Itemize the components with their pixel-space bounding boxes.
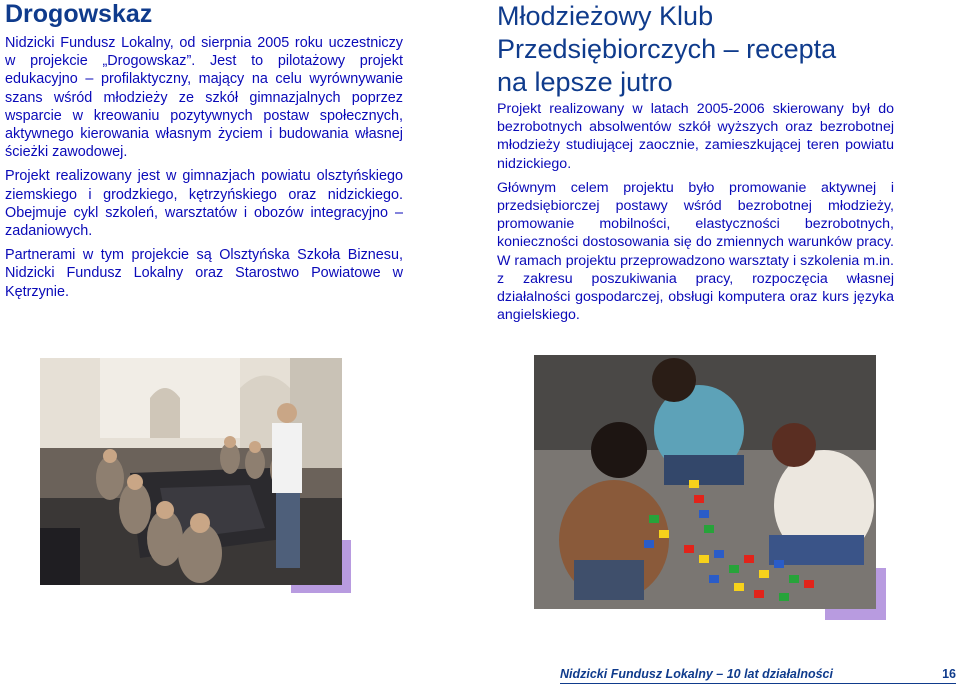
title-line-3: na lepsze jutro — [497, 67, 673, 97]
building-blocks-photo-image — [534, 355, 876, 609]
page-title-drogowskaz: Drogowskaz — [5, 0, 153, 28]
title-line-1: Młodzieżowy Klub — [497, 1, 714, 31]
footer-rule — [560, 683, 956, 684]
classroom-photo — [40, 358, 342, 585]
right-paragraph-2: Głównym celem projektu było promowanie aktywnej i przedsiębiorczej postawy wśród bezrobotnej młodzieży, promowanie mobilności, elastyczności bezrobotnych, konieczności dostosowania się do zmiennych warunków pracy. W ramach projektu przeprowadzono warsztaty i szkolenia m.in. z zakresu poszukiwania pracy, rozpoczęcia własnej działalności gospodarczej, obsługi komputera oraz kurs języka angielskiego. — [497, 179, 894, 324]
right-column-text — [497, 100, 894, 330]
page-number: 16 — [942, 667, 956, 681]
section-title-klub — [497, 0, 836, 99]
right-paragraph-1: Projekt realizowany w latach 2005-2006 skierowany był do bezrobotnych absolwentów szkół wyższych oraz bezrobotnej młodzieży studiującej zaocznie, zamieszkującej teren powiatu nidzickiego. — [497, 101, 894, 172]
building-blocks-photo — [534, 355, 876, 609]
left-paragraph-1: Nidzicki Fundusz Lokalny, od sierpnia 2005 roku uczestniczy w projekcie „Drogowskaz”. Jest to pilotażowy projekt edukacyjno – profilaktyczny, mający na celu wyrównywanie szans wśród młodzieży ze szkół gimnazjalnych poprzez wsparcie w kreowaniu pozytywnych postaw społecznych, aktywnego kierowania własnym życiem i budowania własnej ścieżki zawodowej. — [5, 35, 403, 161]
left-column-text — [5, 34, 403, 307]
left-paragraph-2: Projekt realizowany jest w gimnazjach powiatu olsztyńskiego ziemskiego i grodzkiego, kętrzyńskiego oraz nidzickiego. Obejmuje cykl szkoleń, warsztatów i obozów integracyjno – zadaniowych. — [5, 168, 403, 240]
classroom-photo-image — [40, 358, 342, 585]
title-line-2: Przedsiębiorczych – recepta — [497, 34, 837, 64]
footer-text: Nidzicki Fundusz Lokalny – 10 lat działalności — [560, 667, 833, 681]
left-paragraph-3: Partnerami w tym projekcie są Olsztyńska Szkoła Biznesu, Nidzicki Fundusz Lokalny oraz Starostwo Powiatowe w Kętrzynie. — [5, 247, 403, 300]
